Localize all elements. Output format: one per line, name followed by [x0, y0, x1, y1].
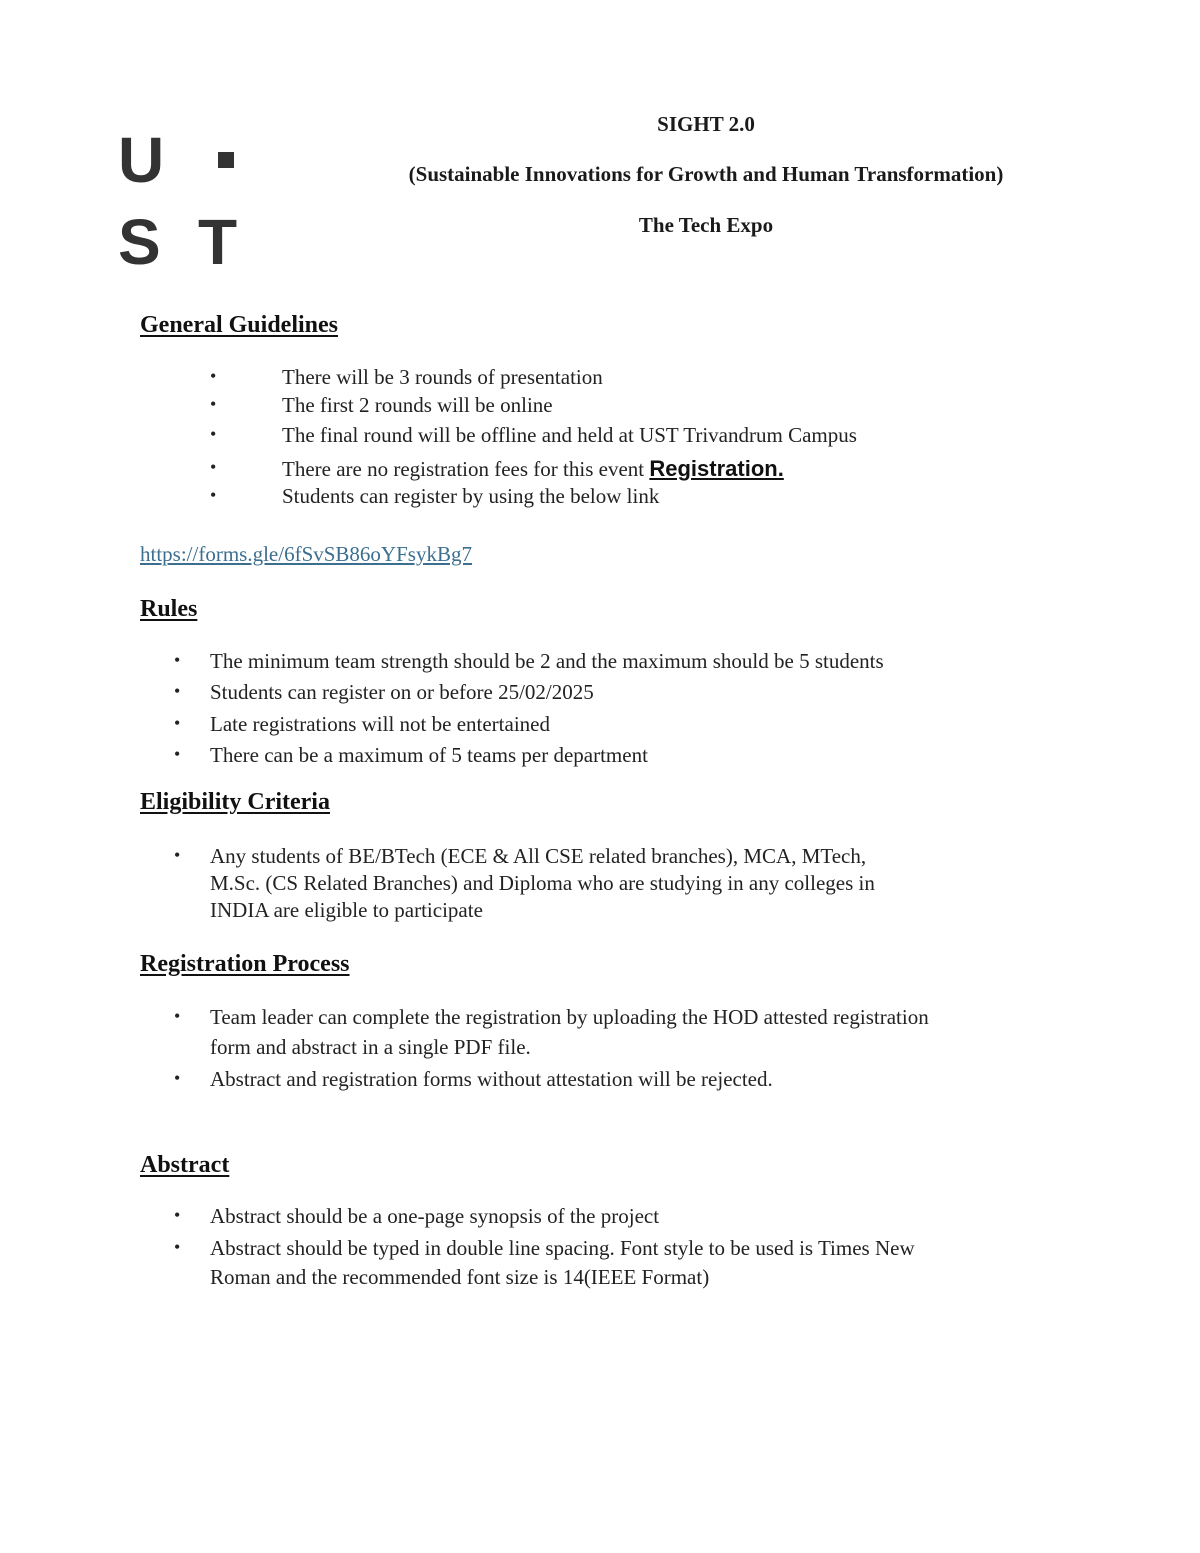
registration-process-heading: Registration Process [140, 951, 350, 977]
logo-letter-s: S [118, 206, 161, 278]
general-guidelines-heading: General Guidelines [140, 312, 338, 338]
bullet: • [174, 744, 181, 764]
list-item-line: Roman and the recommended font size is 14(IEEE Format) [210, 1265, 710, 1289]
rules-heading: Rules [140, 596, 198, 622]
list-item: Abstract should be a one-page synopsis of the project [210, 1204, 660, 1228]
bullet: • [174, 1068, 181, 1088]
bullet: • [210, 424, 217, 444]
bullet: • [174, 681, 181, 701]
list-item: There will be 3 rounds of presentation [282, 365, 603, 389]
logo-letter-u: U [118, 124, 165, 196]
list-item: There can be a maximum of 5 teams per department [210, 743, 648, 767]
list-item: Late registrations will not be entertained [210, 712, 550, 736]
bullet: • [174, 1237, 181, 1257]
bullet: • [174, 1006, 181, 1026]
ust-logo [118, 124, 258, 278]
list-item: Students can register by using the below link [282, 484, 660, 508]
list-item [282, 455, 784, 483]
bullet: • [174, 1205, 181, 1225]
bullet: • [210, 394, 217, 414]
event-title: SIGHT 2.0 [657, 112, 755, 136]
list-item-line: M.Sc. (CS Related Branches) and Diploma who are studying in any colleges in [210, 871, 875, 895]
list-item: Students can register on or before 25/02/2025 [210, 680, 594, 704]
registration-link[interactable]: https://forms.gle/6fSvSB86oYFsykBg7 [140, 542, 472, 566]
bullet: • [174, 845, 181, 865]
registration-label: Registration. [649, 456, 784, 481]
list-item: Abstract and registration forms without attestation will be rejected. [210, 1067, 773, 1091]
eligibility-heading: Eligibility Criteria [140, 789, 330, 815]
abstract-heading: Abstract [140, 1152, 230, 1178]
list-item: The minimum team strength should be 2 and the maximum should be 5 students [210, 649, 884, 673]
list-item-line: form and abstract in a single PDF file. [210, 1035, 531, 1059]
event-subtitle: (Sustainable Innovations for Growth and Human Transformation) [408, 162, 1004, 186]
bullet: • [210, 366, 217, 386]
list-item: The final round will be offline and held at UST Trivandrum Campus [282, 423, 857, 447]
list-item-line: Any students of BE/BTech (ECE & All CSE related branches), MCA, MTech, [210, 844, 867, 868]
list-item-text: There are no registration fees for this event [282, 457, 645, 481]
list-item-line: Team leader can complete the registration by uploading the HOD attested registration [210, 1005, 929, 1029]
logo-letter-t: T [198, 206, 238, 278]
list-item: The first 2 rounds will be online [282, 393, 553, 417]
bullet: • [174, 713, 181, 733]
bullet: • [210, 457, 217, 477]
logo-dot [218, 152, 234, 168]
list-item-line: INDIA are eligible to participate [210, 898, 483, 922]
event-tagline: The Tech Expo [638, 213, 774, 237]
bullet: • [174, 650, 181, 670]
bullet: • [210, 485, 217, 505]
list-item-line: Abstract should be typed in double line spacing. Font style to be used is Times New [210, 1236, 915, 1260]
